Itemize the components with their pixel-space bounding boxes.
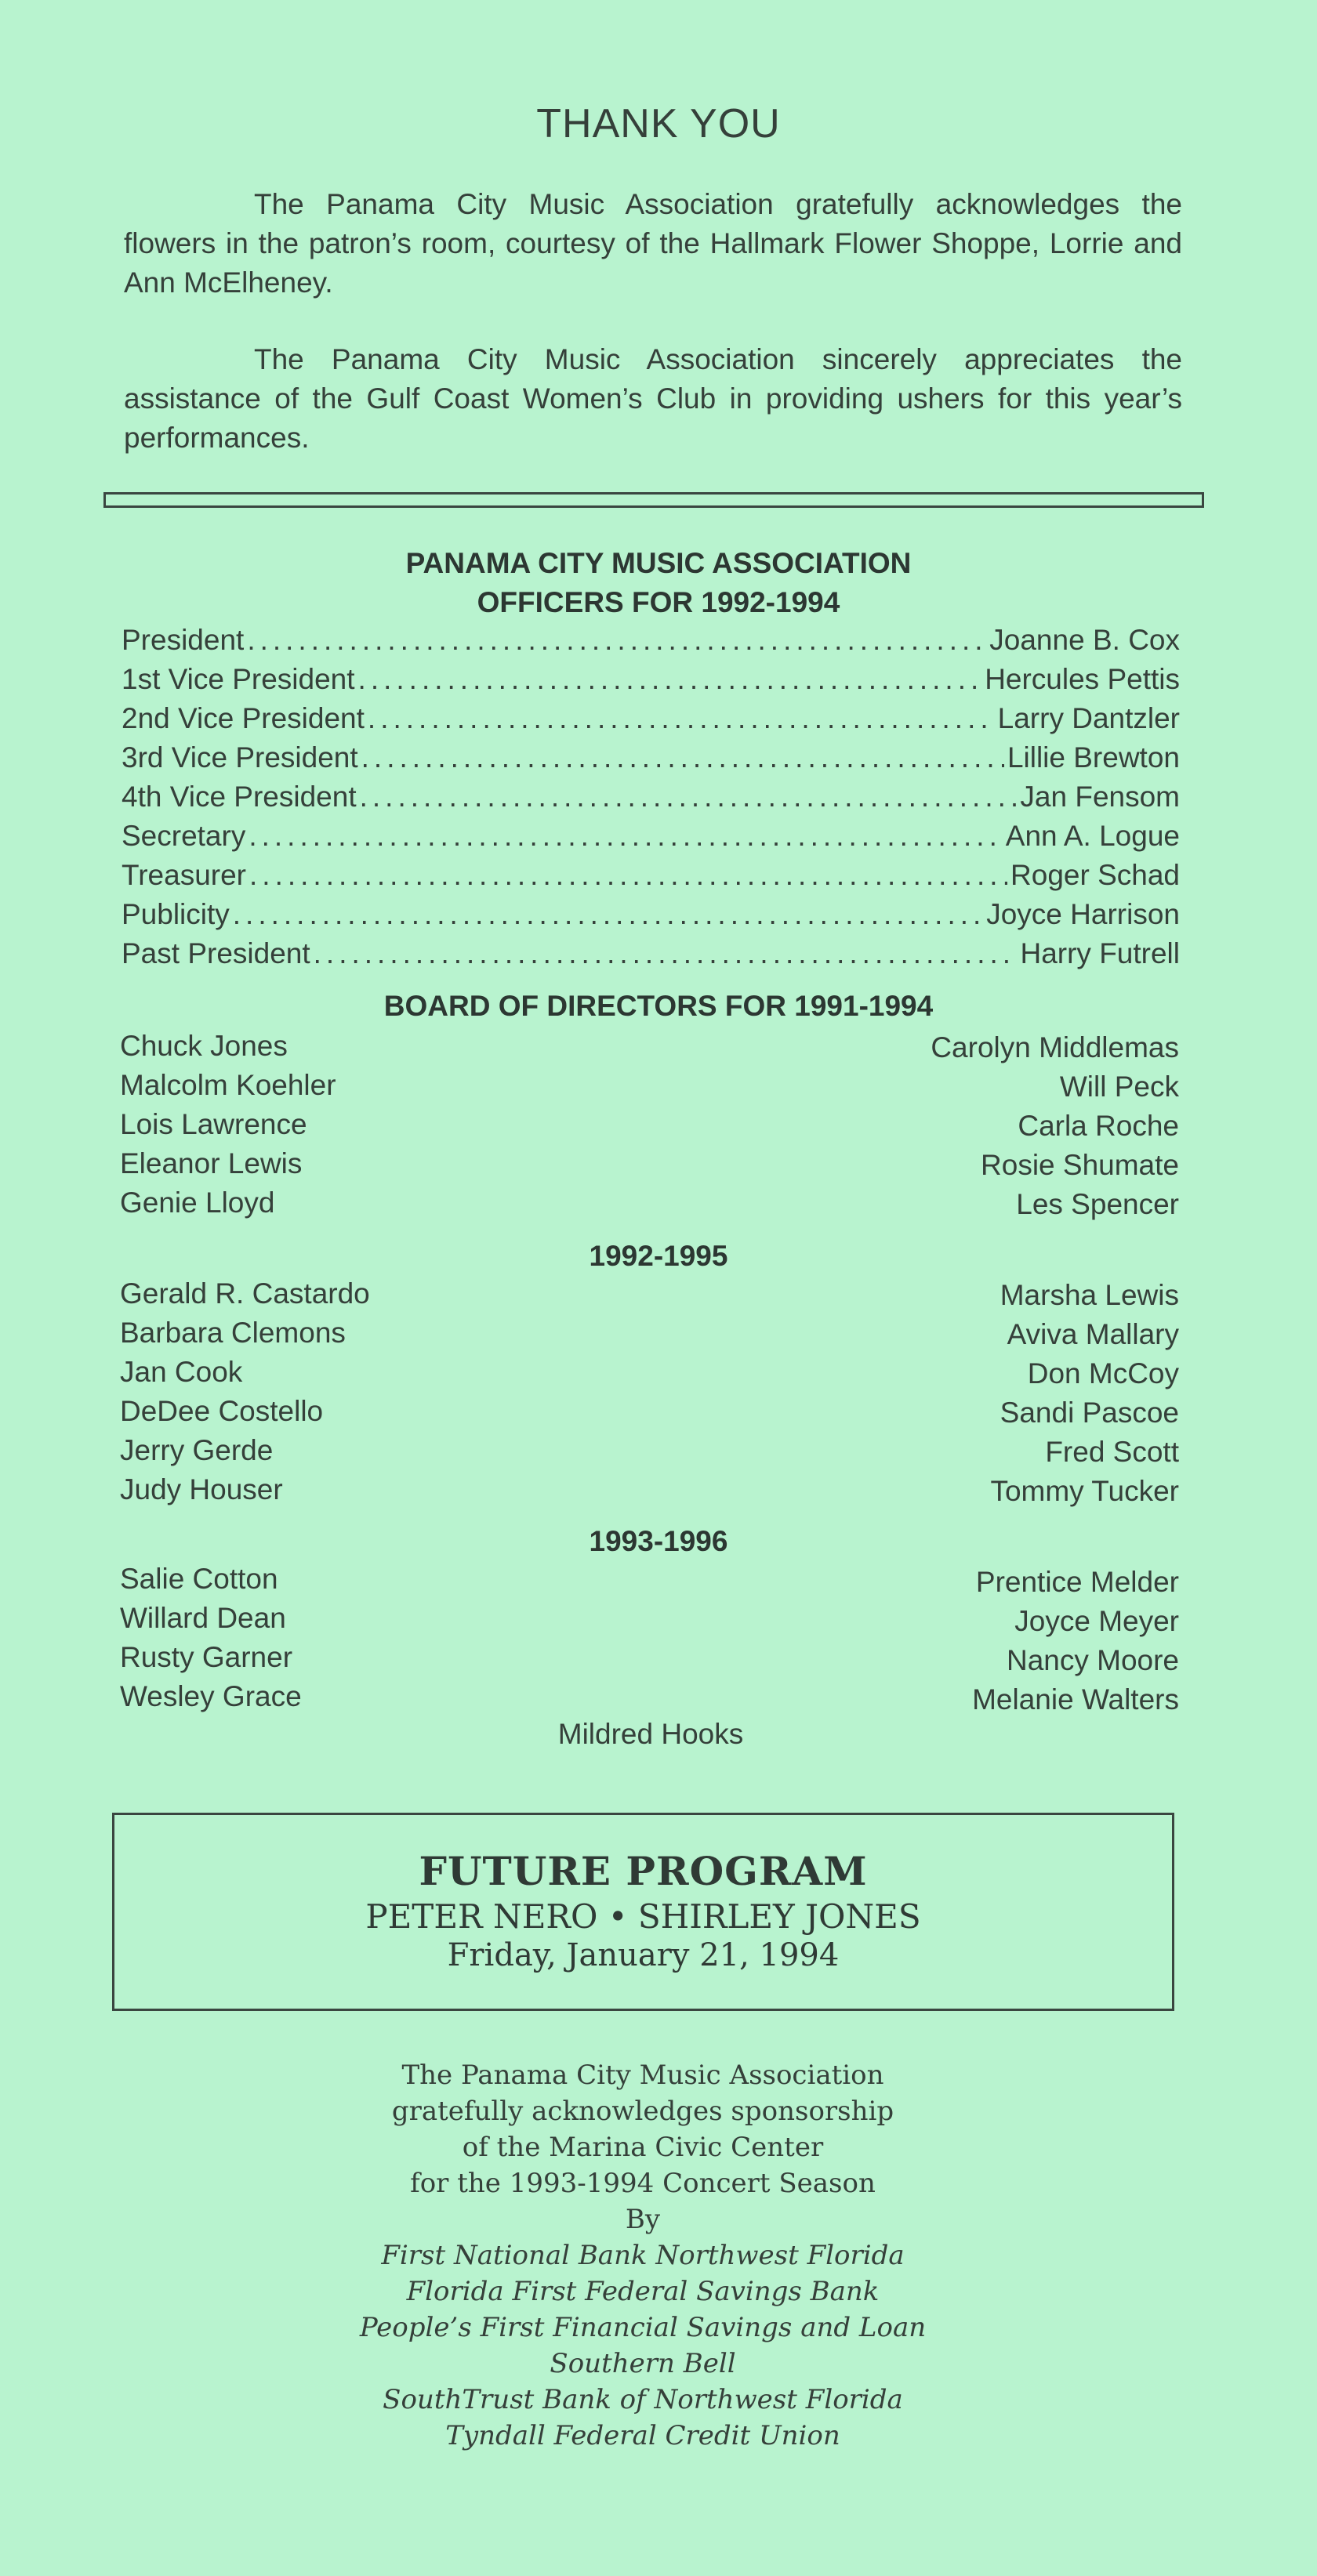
sponsor-name: Southern Bell <box>550 2348 736 2379</box>
officer-name: Harry Futrell <box>1020 937 1180 969</box>
director-name: Rusty Garner <box>120 1641 293 1673</box>
board-column-right <box>931 1028 1179 1224</box>
sponsorship-block <box>0 2057 1286 2454</box>
director-name: Malcolm Koehler <box>120 1069 336 1101</box>
director-name: Judy Houser <box>120 1473 283 1505</box>
officer-name: Joanne B. Cox <box>989 624 1180 656</box>
director-name: Wesley Grace <box>120 1680 302 1712</box>
leader-dots <box>314 937 1018 970</box>
director-name: Fred Scott <box>1045 1436 1179 1468</box>
director-name: Will Peck <box>1059 1071 1179 1103</box>
officer-row <box>122 937 1180 976</box>
director-name: Jerry Gerde <box>120 1434 274 1466</box>
officer-role: Past President <box>122 937 310 969</box>
officer-role: 1st Vice President <box>122 663 355 695</box>
officer-role: 2nd Vice President <box>122 702 365 734</box>
sponsorship-line: for the 1993-1994 Concert Season <box>410 2168 876 2199</box>
director-name: Les Spencer <box>1016 1188 1179 1220</box>
board-column-left <box>120 1274 370 1509</box>
leader-dots <box>368 702 995 735</box>
leader-dots <box>361 741 1004 774</box>
officer-name: Roger Schad <box>1010 859 1180 891</box>
director-name: Prentice Melder <box>975 1566 1179 1598</box>
thank-you-paragraph: The Panama City Music Association sincerely appreciates the assistance of the Gulf Coast Women’s Club in providing ushers for this year’s performances. <box>124 343 1182 454</box>
director-name: Sandi Pascoe <box>1000 1397 1179 1429</box>
officer-row <box>122 859 1180 898</box>
future-program-artists: PETER NERO • SHIRLEY JONES <box>365 1897 921 1936</box>
sponsorship-line: of the Marina Civic Center <box>462 2132 824 2163</box>
officer-row <box>122 898 1180 937</box>
leader-dots <box>249 859 1007 892</box>
officer-name: Larry Dantzler <box>997 702 1180 734</box>
director-name: Salie Cotton <box>120 1563 278 1595</box>
sponsor-name: Tyndall Federal Credit Union <box>445 2420 840 2451</box>
director-name: Genie Lloyd <box>120 1187 275 1219</box>
director-name: Rosie Shumate <box>981 1149 1179 1181</box>
board-column-left <box>120 1027 336 1223</box>
director-name: Don McCoy <box>1027 1357 1179 1389</box>
director-name: Tommy Tucker <box>990 1475 1179 1507</box>
sponsor-name: People’s First Financial Savings and Loan <box>359 2312 927 2343</box>
officer-role: 3rd Vice President <box>122 741 358 774</box>
officer-row <box>122 781 1180 820</box>
future-program-title: FUTURE PROGRAM <box>419 1848 868 1894</box>
director-name: Barbara Clemons <box>120 1317 346 1349</box>
officers-heading: OFFICERS FOR 1992-1994 <box>477 586 840 618</box>
leader-dots <box>247 624 986 657</box>
future-program-box <box>112 1813 1174 2011</box>
officer-name: Ann A. Logue <box>1005 820 1180 852</box>
leader-dots <box>233 898 983 931</box>
director-name: Joyce Meyer <box>1014 1605 1179 1637</box>
officer-name: Hercules Pettis <box>985 663 1180 695</box>
sponsorship-line: By <box>625 2204 661 2235</box>
director-name: Gerald R. Castardo <box>120 1277 370 1310</box>
thank-you-title: THANK YOU <box>536 101 781 147</box>
sponsor-list <box>0 2237 1286 2454</box>
sponsor-name: SouthTrust Bank of Northwest Florida <box>383 2384 903 2415</box>
leader-dots <box>249 820 1002 853</box>
officer-row <box>122 702 1180 741</box>
thank-you-paragraph: The Panama City Music Association gratefully acknowledges the flowers in the patron’s room, courtesy of the Hallmark Flower Shoppe, Lorrie and Ann McElheney. <box>124 188 1182 299</box>
officer-role: President <box>122 624 245 656</box>
leader-dots <box>358 663 982 696</box>
board-column-right <box>972 1563 1179 1719</box>
director-name: Eleanor Lewis <box>120 1147 303 1179</box>
director-name: Chuck Jones <box>120 1030 288 1062</box>
officer-row <box>122 741 1180 781</box>
officer-row <box>122 624 1180 663</box>
director-name: Nancy Moore <box>1006 1644 1179 1676</box>
director-name-center: Mildred Hooks <box>557 1718 744 1750</box>
officer-role: Publicity <box>122 898 230 930</box>
director-name: Melanie Walters <box>972 1683 1179 1716</box>
director-name: Lois Lawrence <box>120 1108 307 1140</box>
officer-name: Jan Fensom <box>1020 781 1180 813</box>
board-heading: BOARD OF DIRECTORS FOR 1991-1994 <box>383 990 934 1022</box>
officer-row <box>122 663 1180 702</box>
association-heading: PANAMA CITY MUSIC ASSOCIATION <box>405 547 912 579</box>
director-name: Jan Cook <box>120 1356 243 1388</box>
officer-role: 4th Vice President <box>122 781 357 813</box>
director-name: Carolyn Middlemas <box>931 1031 1179 1063</box>
officer-role: Treasurer <box>122 859 247 891</box>
director-name: Marsha Lewis <box>1000 1279 1179 1311</box>
section-divider <box>103 492 1204 508</box>
sponsor-name: First National Bank Northwest Florida <box>381 2240 905 2271</box>
officer-name: Joyce Harrison <box>986 898 1180 930</box>
officer-role: Secretary <box>122 820 246 852</box>
director-name: Carla Roche <box>1018 1110 1179 1142</box>
sponsor-name: Florida First Federal Savings Bank <box>406 2276 880 2307</box>
officers-list <box>122 624 1180 976</box>
term-heading: 1992-1995 <box>589 1240 728 1272</box>
sponsorship-line: gratefully acknowledges sponsorship <box>391 2096 894 2127</box>
term-heading: 1993-1996 <box>589 1525 728 1557</box>
board-column-left <box>120 1560 302 1716</box>
future-program-date: Friday, January 21, 1994 <box>447 1937 840 1973</box>
board-column-right <box>990 1276 1179 1511</box>
director-name: Willard Dean <box>120 1602 286 1634</box>
director-name: DeDee Costello <box>120 1395 324 1427</box>
officer-row <box>122 820 1180 859</box>
sponsorship-line: The Panama City Music Association <box>401 2060 884 2091</box>
director-name: Aviva Mallary <box>1007 1318 1179 1350</box>
leader-dots <box>360 781 1018 813</box>
officer-name: Lillie Brewton <box>1007 741 1180 774</box>
